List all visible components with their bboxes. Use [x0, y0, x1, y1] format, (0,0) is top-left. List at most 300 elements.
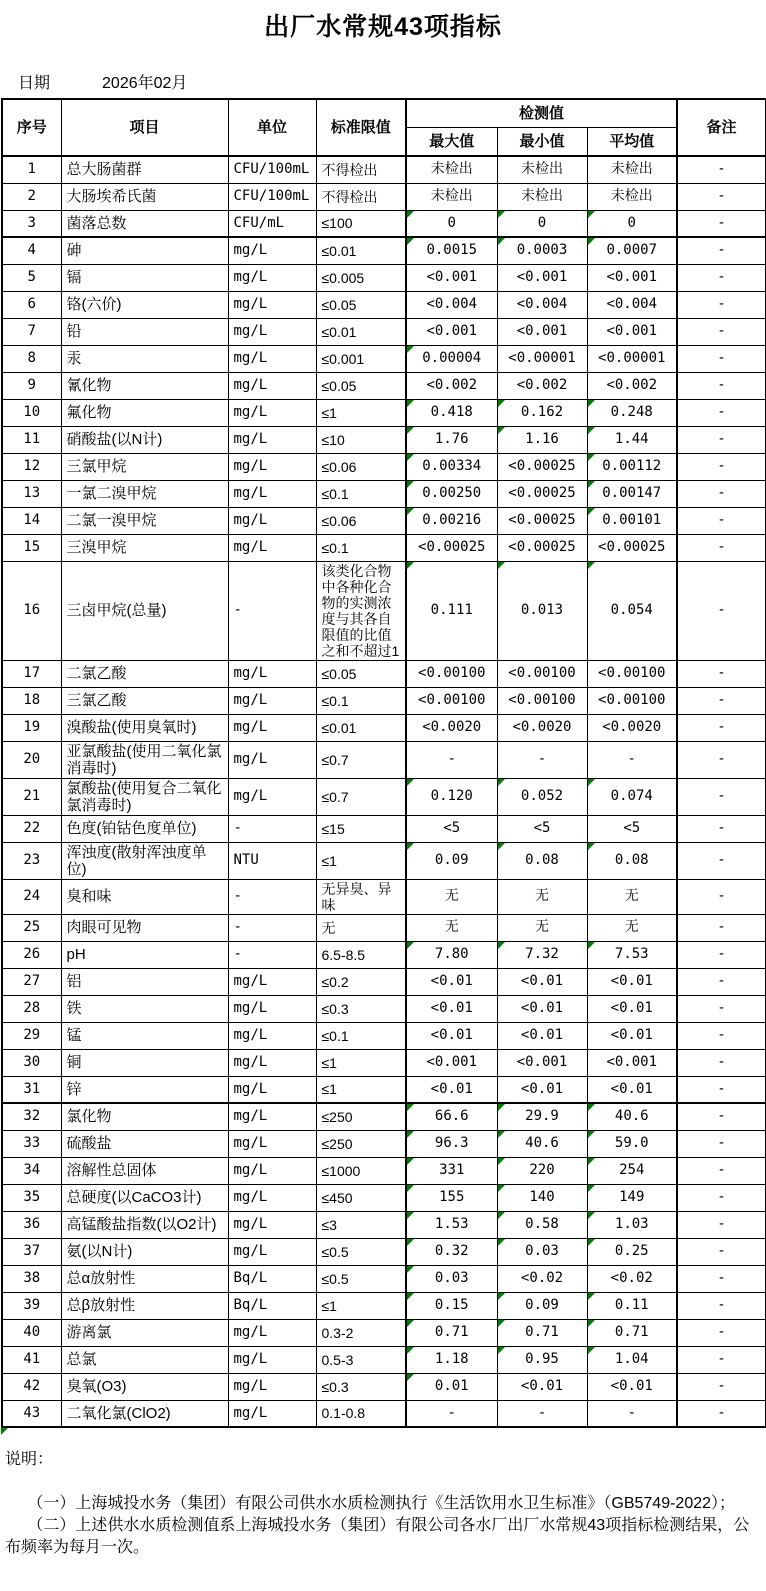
cell-unit: mg/L	[228, 1076, 316, 1103]
table-row	[2, 1076, 766, 1103]
cell-note: -	[677, 291, 766, 318]
cell-min: <0.01	[497, 1373, 587, 1400]
cell-note: -	[677, 426, 766, 453]
table-row	[2, 968, 766, 995]
cell-note: -	[677, 1346, 766, 1373]
cell-note: -	[677, 914, 766, 941]
report-date	[0, 70, 766, 93]
cell-max: 66.6	[406, 1103, 497, 1130]
table-row	[2, 1022, 766, 1049]
cell-flag-triangle-icon	[407, 1266, 414, 1273]
cell-no: 22	[2, 815, 61, 842]
table-row	[2, 1184, 766, 1211]
cell-flag-triangle-icon	[407, 454, 414, 461]
table-row	[2, 237, 766, 264]
cell-no: 2	[2, 183, 61, 210]
cell-max: 155	[406, 1184, 497, 1211]
cell-unit: mg/L	[228, 399, 316, 426]
cell-unit: mg/L	[228, 1103, 316, 1130]
cell-limit: ≤1	[316, 399, 406, 426]
cell-max: <0.00100	[406, 687, 497, 714]
cell-flag-triangle-icon	[498, 1293, 505, 1300]
cell-flag-triangle-icon	[588, 211, 595, 218]
cell-limit: ≤1	[316, 1076, 406, 1103]
cell-flag-triangle-icon	[588, 779, 595, 786]
cell-min: 无	[497, 879, 587, 914]
cell-unit: mg/L	[228, 291, 316, 318]
cell-unit: -	[228, 815, 316, 842]
cell-min: 0.052	[497, 778, 587, 815]
cell-item: 硫酸盐	[61, 1130, 228, 1157]
cell-min: <0.00001	[497, 345, 587, 372]
cell-limit: ≤0.5	[316, 1238, 406, 1265]
cell-unit: mg/L	[228, 1022, 316, 1049]
header-item: 项目	[61, 99, 228, 156]
table-row	[2, 941, 766, 968]
cell-unit: mg/L	[228, 995, 316, 1022]
cell-limit: ≤0.05	[316, 291, 406, 318]
table-row	[2, 1292, 766, 1319]
cell-flag-triangle-icon	[407, 427, 414, 434]
cell-max: <0.01	[406, 968, 497, 995]
cell-note: -	[677, 534, 766, 561]
cell-min: <0.01	[497, 968, 587, 995]
cell-max: 0.0015	[406, 237, 497, 264]
table-row	[2, 995, 766, 1022]
cell-avg: <0.01	[587, 1373, 677, 1400]
cell-flag-triangle-icon	[588, 1185, 595, 1192]
cell-avg: <5	[587, 815, 677, 842]
cell-limit: ≤1	[316, 1049, 406, 1076]
cell-item: 浑浊度(散射浑浊度单位)	[61, 842, 228, 879]
cell-note: -	[677, 1076, 766, 1103]
cell-flag-triangle-icon	[498, 400, 505, 407]
cell-no: 12	[2, 453, 61, 480]
cell-flag-triangle-icon	[498, 843, 505, 850]
note-item-2: （二）上述供水水质检测值系上海城投水务（集团）有限公司各水厂出厂水常规43项指标检测结果，公布频率为每月一次。	[5, 1517, 750, 1556]
cell-no: 29	[2, 1022, 61, 1049]
table-row	[2, 1400, 766, 1427]
cell-flag-triangle-icon	[407, 843, 414, 850]
table-body	[2, 156, 766, 1427]
cell-avg: 0	[587, 210, 677, 237]
cell-note: -	[677, 1292, 766, 1319]
cell-no: 42	[2, 1373, 61, 1400]
cell-min: <0.0020	[497, 714, 587, 741]
table-row	[2, 778, 766, 815]
cell-unit: mg/L	[228, 1049, 316, 1076]
cell-flag-triangle-icon	[407, 211, 414, 218]
cell-max: 未检出	[406, 183, 497, 210]
cell-min: <0.01	[497, 995, 587, 1022]
cell-limit: 0.5-3	[316, 1346, 406, 1373]
cell-unit: mg/L	[228, 453, 316, 480]
cell-note: -	[677, 1400, 766, 1427]
cell-no: 35	[2, 1184, 61, 1211]
cell-limit: ≤250	[316, 1130, 406, 1157]
cell-unit: mg/L	[228, 1130, 316, 1157]
cell-unit: mg/L	[228, 687, 316, 714]
table-row	[2, 1373, 766, 1400]
page-title: 出厂水常规43项指标	[264, 13, 502, 41]
notes-heading: 说明：	[5, 1451, 54, 1468]
cell-item: 三溴甲烷	[61, 534, 228, 561]
header-min: 最小值	[497, 128, 587, 157]
cell-avg: 未检出	[587, 183, 677, 210]
cell-avg: <0.001	[587, 264, 677, 291]
cell-avg: <0.00100	[587, 660, 677, 687]
cell-min: 1.16	[497, 426, 587, 453]
cell-flag-triangle-icon	[407, 942, 414, 949]
cell-note: -	[677, 968, 766, 995]
cell-min: 0	[497, 210, 587, 237]
notes-section	[0, 1449, 766, 1559]
cell-min: 未检出	[497, 183, 587, 210]
cell-max: -	[406, 741, 497, 778]
cell-max: <0.01	[406, 1022, 497, 1049]
cell-unit: mg/L	[228, 345, 316, 372]
cell-flag-triangle-icon	[588, 1158, 595, 1165]
cell-min: <0.00100	[497, 660, 587, 687]
cell-flag-triangle-icon	[407, 1347, 414, 1354]
cell-avg: 0.25	[587, 1238, 677, 1265]
cell-item: 菌落总数	[61, 210, 228, 237]
cell-max: 331	[406, 1157, 497, 1184]
table-row	[2, 1103, 766, 1130]
cell-flag-triangle-icon	[407, 1185, 414, 1192]
cell-unit: mg/L	[228, 1211, 316, 1238]
cell-no: 8	[2, 345, 61, 372]
cell-max: <0.01	[406, 995, 497, 1022]
cell-unit: NTU	[228, 842, 316, 879]
cell-item: 铜	[61, 1049, 228, 1076]
cell-max: 0.32	[406, 1238, 497, 1265]
cell-unit: Bq/L	[228, 1292, 316, 1319]
cell-item: 锌	[61, 1076, 228, 1103]
cell-limit: ≤0.01	[316, 714, 406, 741]
cell-note: -	[677, 687, 766, 714]
cell-min: 40.6	[497, 1130, 587, 1157]
cell-min: <0.00025	[497, 534, 587, 561]
cell-flag-triangle-icon	[588, 942, 595, 949]
cell-max: 1.76	[406, 426, 497, 453]
cell-note: -	[677, 714, 766, 741]
cell-max: 1.53	[406, 1211, 497, 1238]
cell-flag-triangle-icon	[407, 1374, 414, 1381]
cell-item: 总β放射性	[61, 1292, 228, 1319]
cell-min: <0.001	[497, 1049, 587, 1076]
cell-flag-triangle-icon	[588, 508, 595, 515]
cell-no: 1	[2, 156, 61, 183]
cell-unit: -	[228, 879, 316, 914]
cell-unit: mg/L	[228, 778, 316, 815]
cell-note: -	[677, 480, 766, 507]
cell-limit: 不得检出	[316, 156, 406, 183]
cell-avg: 0.054	[587, 561, 677, 660]
cell-limit: ≤10	[316, 426, 406, 453]
cell-no: 43	[2, 1400, 61, 1427]
cell-min: 0.58	[497, 1211, 587, 1238]
table-header	[2, 99, 766, 156]
table-row	[2, 1238, 766, 1265]
table-row	[2, 1319, 766, 1346]
cell-note: -	[677, 1130, 766, 1157]
cell-limit: ≤15	[316, 815, 406, 842]
cell-avg: 40.6	[587, 1103, 677, 1130]
cell-unit: mg/L	[228, 1184, 316, 1211]
cell-avg: 0.248	[587, 399, 677, 426]
cell-min: 0.09	[497, 1292, 587, 1319]
cell-min: 140	[497, 1184, 587, 1211]
cell-limit: 无	[316, 914, 406, 941]
cell-note: -	[677, 1238, 766, 1265]
cell-flag-triangle-icon	[588, 454, 595, 461]
cell-min: 未检出	[497, 156, 587, 183]
table-row	[2, 914, 766, 941]
cell-avg: <0.001	[587, 1049, 677, 1076]
cell-unit: -	[228, 914, 316, 941]
cell-max: 0.00250	[406, 480, 497, 507]
table-row	[2, 426, 766, 453]
cell-limit: ≤0.01	[316, 318, 406, 345]
cell-flag-triangle-icon	[588, 843, 595, 850]
cell-flag-triangle-icon	[588, 427, 595, 434]
table-row	[2, 1265, 766, 1292]
cell-min: <5	[497, 815, 587, 842]
cell-item: 汞	[61, 345, 228, 372]
cell-flag-triangle-icon	[407, 508, 414, 515]
cell-unit: mg/L	[228, 714, 316, 741]
cell-no: 3	[2, 210, 61, 237]
cell-no: 37	[2, 1238, 61, 1265]
cell-max: 0.00334	[406, 453, 497, 480]
cell-flag-triangle-icon	[498, 562, 505, 569]
cell-limit: ≤0.7	[316, 741, 406, 778]
table-row	[2, 561, 766, 660]
cell-item: 铬(六价)	[61, 291, 228, 318]
table-row	[2, 480, 766, 507]
cell-unit: mg/L	[228, 1319, 316, 1346]
cell-flag-triangle-icon	[498, 1131, 505, 1138]
cell-item: 铅	[61, 318, 228, 345]
cell-note: -	[677, 1103, 766, 1130]
header-detect-group: 检测值	[406, 99, 677, 128]
cell-no: 36	[2, 1211, 61, 1238]
cell-flag-triangle-icon	[407, 1212, 414, 1219]
cell-note: -	[677, 941, 766, 968]
cell-flag-triangle-icon	[407, 1239, 414, 1246]
cell-avg: <0.004	[587, 291, 677, 318]
cell-limit: ≤0.005	[316, 264, 406, 291]
table-row	[2, 534, 766, 561]
cell-note: -	[677, 778, 766, 815]
cell-flag-triangle-icon	[407, 481, 414, 488]
cell-note: -	[677, 372, 766, 399]
cell-no: 33	[2, 1130, 61, 1157]
date-label: 日期	[18, 75, 51, 92]
cell-no: 28	[2, 995, 61, 1022]
cell-unit: mg/L	[228, 534, 316, 561]
cell-limit: ≤0.3	[316, 995, 406, 1022]
cell-limit: ≤1	[316, 1292, 406, 1319]
cell-avg: <0.01	[587, 1022, 677, 1049]
cell-max: 0.03	[406, 1265, 497, 1292]
cell-avg: 无	[587, 914, 677, 941]
cell-max: 无	[406, 914, 497, 941]
cell-item: 氟化物	[61, 399, 228, 426]
cell-limit: ≤0.1	[316, 534, 406, 561]
cell-limit: ≤0.5	[316, 1265, 406, 1292]
cell-unit: -	[228, 941, 316, 968]
cell-item: 氯酸盐(使用复合二氧化氯消毒时)	[61, 778, 228, 815]
cell-note: -	[677, 995, 766, 1022]
cell-flag-triangle-icon	[588, 1104, 595, 1111]
cell-flag-triangle-icon	[498, 1347, 505, 1354]
cell-limit: ≤0.1	[316, 480, 406, 507]
cell-min: 0.162	[497, 399, 587, 426]
cell-no: 24	[2, 879, 61, 914]
cell-note: -	[677, 1211, 766, 1238]
cell-max: 0.120	[406, 778, 497, 815]
cell-no: 16	[2, 561, 61, 660]
cell-item: 总氯	[61, 1346, 228, 1373]
cell-max: <0.001	[406, 1049, 497, 1076]
cell-item: 臭氧(O3)	[61, 1373, 228, 1400]
cell-min: 0.95	[497, 1346, 587, 1373]
table-row	[2, 1211, 766, 1238]
cell-flag-triangle-icon	[498, 211, 505, 218]
cell-avg: 无	[587, 879, 677, 914]
cell-limit: ≤0.01	[316, 237, 406, 264]
cell-no: 7	[2, 318, 61, 345]
cell-avg: 1.03	[587, 1211, 677, 1238]
cell-avg: <0.02	[587, 1265, 677, 1292]
cell-limit: ≤250	[316, 1103, 406, 1130]
cell-no: 6	[2, 291, 61, 318]
note-item-1: （一）上海城投水务（集团）有限公司供水水质检测执行《生活饮用水卫生标准》（GB5749-2022）；	[27, 1495, 736, 1512]
cell-limit: ≤0.1	[316, 687, 406, 714]
cell-min: <0.00100	[497, 687, 587, 714]
cell-flag-triangle-icon	[407, 400, 414, 407]
cell-avg: <0.002	[587, 372, 677, 399]
table-row	[2, 264, 766, 291]
cell-unit: mg/L	[228, 741, 316, 778]
cell-max: <0.01	[406, 1076, 497, 1103]
cell-note: -	[677, 453, 766, 480]
cell-max: <0.002	[406, 372, 497, 399]
cell-avg: 0.00112	[587, 453, 677, 480]
cell-no: 5	[2, 264, 61, 291]
cell-unit: mg/L	[228, 1373, 316, 1400]
cell-item: 镉	[61, 264, 228, 291]
cell-item: 高锰酸盐指数(以O2计)	[61, 1211, 228, 1238]
cell-flag-triangle-icon	[498, 1239, 505, 1246]
cell-item: 铝	[61, 968, 228, 995]
cell-unit: mg/L	[228, 237, 316, 264]
cell-no: 31	[2, 1076, 61, 1103]
cell-avg: <0.0020	[587, 714, 677, 741]
cell-max: 0.00004	[406, 345, 497, 372]
cell-max: 0.00216	[406, 507, 497, 534]
table-row	[2, 815, 766, 842]
table-row	[2, 879, 766, 914]
cell-max: 无	[406, 879, 497, 914]
cell-flag-triangle-icon	[588, 562, 595, 569]
cell-unit: mg/L	[228, 507, 316, 534]
cell-min: 无	[497, 914, 587, 941]
cell-max: 96.3	[406, 1130, 497, 1157]
cell-avg: <0.01	[587, 968, 677, 995]
cell-max: <0.00025	[406, 534, 497, 561]
cell-limit: 0.1-0.8	[316, 1400, 406, 1427]
cell-item: 二氯一溴甲烷	[61, 507, 228, 534]
cell-unit: CFU/100mL	[228, 156, 316, 183]
cell-flag-triangle-icon	[588, 1293, 595, 1300]
cell-unit: mg/L	[228, 1238, 316, 1265]
header-note: 备注	[677, 99, 766, 156]
cell-min: <0.00025	[497, 480, 587, 507]
table-row	[2, 1346, 766, 1373]
table-row	[2, 507, 766, 534]
cell-min: 0.013	[497, 561, 587, 660]
cell-flag-triangle-icon	[498, 1104, 505, 1111]
cell-avg: <0.01	[587, 995, 677, 1022]
cell-limit: 该类化合物中各种化合物的实测浓度与其各自限值的比值之和不超过1	[316, 561, 406, 660]
cell-limit: ≤1000	[316, 1157, 406, 1184]
cell-max: 0.71	[406, 1319, 497, 1346]
header-unit: 单位	[228, 99, 316, 156]
cell-avg: <0.01	[587, 1076, 677, 1103]
cell-no: 4	[2, 237, 61, 264]
cell-flag-triangle-icon	[407, 779, 414, 786]
cell-item: 二氯乙酸	[61, 660, 228, 687]
header-no: 序号	[2, 99, 61, 156]
cell-note: -	[677, 210, 766, 237]
cell-avg: <0.00025	[587, 534, 677, 561]
cell-max: 1.18	[406, 1346, 497, 1373]
cell-item: 氰化物	[61, 372, 228, 399]
cell-limit: ≤1	[316, 842, 406, 879]
cell-note: -	[677, 1265, 766, 1292]
cell-flag-triangle-icon	[407, 1320, 414, 1327]
cell-no: 17	[2, 660, 61, 687]
cell-flag-triangle-icon	[407, 238, 414, 245]
table-row	[2, 399, 766, 426]
cell-no: 9	[2, 372, 61, 399]
cell-min: <0.001	[497, 264, 587, 291]
cell-avg: 0.074	[587, 778, 677, 815]
header-limit: 标准限值	[316, 99, 406, 156]
cell-min: 0.03	[497, 1238, 587, 1265]
cell-avg: 0.00101	[587, 507, 677, 534]
cell-item: 铁	[61, 995, 228, 1022]
cell-unit: mg/L	[228, 426, 316, 453]
cell-item: 三氯乙酸	[61, 687, 228, 714]
cell-flag-triangle-icon	[498, 942, 505, 949]
table-row	[2, 1157, 766, 1184]
cell-max: <0.001	[406, 318, 497, 345]
indicators-table	[1, 98, 766, 1428]
cell-flag-triangle-icon	[498, 1158, 505, 1165]
table-row	[2, 210, 766, 237]
cell-limit: ≤0.05	[316, 372, 406, 399]
cell-flag-triangle-icon	[588, 1239, 595, 1246]
cell-item: 一氯二溴甲烷	[61, 480, 228, 507]
cell-no: 30	[2, 1049, 61, 1076]
table-row	[2, 1049, 766, 1076]
cell-max: 0.111	[406, 561, 497, 660]
cell-note: -	[677, 741, 766, 778]
